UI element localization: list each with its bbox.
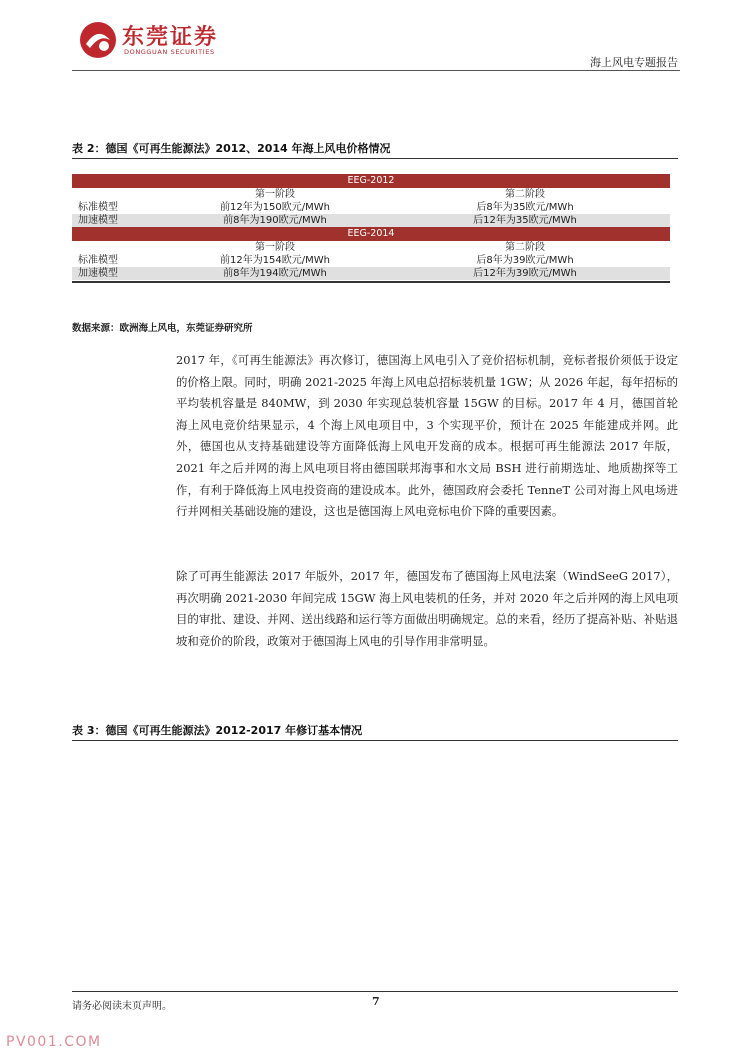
- table-row: [72, 267, 670, 280]
- table-cell: 加速模型: [78, 215, 118, 226]
- table-cell: 标准模型: [78, 255, 118, 266]
- table-header-cell: 第二阶段: [505, 242, 545, 253]
- table-header-cell: [72, 188, 170, 201]
- table-cell: 后12年为39欧元/MWh: [473, 268, 577, 279]
- brand-logo: [78, 18, 228, 62]
- table-cell: 后12年为35欧元/MWh: [473, 215, 577, 226]
- table-row: [72, 254, 670, 267]
- table-header-row: [72, 188, 670, 201]
- table2-caption-rule: [72, 158, 678, 159]
- disclaimer-note: 请务必阅读末页声明。: [72, 1001, 172, 1012]
- body-paragraph-2: [176, 566, 678, 652]
- table3-caption: 表 3：德国《可再生能源法》2012-2017 年修订基本情况: [72, 724, 363, 737]
- table-cell: 后8年为39欧元/MWh: [476, 255, 574, 266]
- report-title: 海上风电专题报告: [590, 56, 678, 69]
- watermark: PV001.COM: [6, 1034, 102, 1050]
- table-header-cell: 第一阶段: [255, 189, 295, 200]
- table-cell: 前8年为194欧元/MWh: [223, 268, 327, 279]
- table-section-band: EEG-2012: [72, 174, 670, 188]
- page-number: 7: [372, 995, 380, 1008]
- table-header-cell: [72, 241, 170, 254]
- logo-english-name: DONGGUAN SECURITIES: [124, 48, 215, 56]
- table-header-cell: 第二阶段: [505, 189, 545, 200]
- table-cell: 前12年为150欧元/MWh: [219, 202, 331, 213]
- body-paragraph-1: [176, 350, 678, 523]
- table-header-cell: 第一阶段: [255, 242, 295, 253]
- table-header-row: [72, 241, 670, 254]
- logo-mark-icon: [78, 20, 118, 60]
- table-cell: 前12年为154欧元/MWh: [219, 255, 331, 266]
- table-cell: 后8年为35欧元/MWh: [476, 202, 574, 213]
- table-bottom-rule: [72, 281, 670, 283]
- table-row: [72, 201, 670, 214]
- table-cell: 前8年为190欧元/MWh: [223, 215, 327, 226]
- paragraph-text: 除了可再生能源法 2017 年版外，2017 年，德国发布了德国海上风电法案（WindSeeG 2017），再次明确 2021-2030 年间完成 15GW 海上风电装机的任务，并对 2020 年之后并网的海上风电项目的审批、建设、并网、送出线路和运行等方面做出明确规定。总的来看，经历了提高补贴、补贴退坡和竞价的阶段，政策对于德国海上风电的引导作用非常明显。: [176, 569, 678, 648]
- table-cell: 标准模型: [78, 202, 118, 213]
- table2-source: 数据来源：欧洲海上风电，东莞证券研究所: [72, 323, 253, 334]
- table-section-band: EEG-2014: [72, 227, 670, 241]
- paragraph-text: 2017 年，《可再生能源法》再次修订，德国海上风电引入了竞价招标机制，竞标者报价须低于设定的价格上限。同时，明确 2021-2025 年海上风电总招标装机量 1GW；从 2026 年起，每年招标的平均装机容量是 840MW，到 2030 年实现总装机容量 15GW 的目标。2017 年 4 月，德国首轮海上风电竞价结果显示，4 个海上风电项目中，3 个实现平价，预计在 2025 年能建成并网。此外，德国也从支持基础建设等方面降低海上风电开发商的成本。根据可再生能源法 2017 年版，2021 年之后并网的海上风电项目将由德国联邦海事和水文局 BSH 进行前期选址、地质勘探等工作，有利于降低海上风电投资商的建设成本。此外，德国政府会委托 TenneT 公司对海上风电场进行并网相关基础设施的建设，这也是德国海上风电竞标电价下降的重要因素。: [176, 353, 678, 519]
- footer-divider: [72, 991, 678, 992]
- table2-caption: 表 2：德国《可再生能源法》2012、2014 年海上风电价格情况: [72, 142, 391, 155]
- table-cell: 加速模型: [78, 268, 118, 279]
- table3-caption-rule: [72, 740, 678, 741]
- price-table: [72, 174, 670, 283]
- header-divider: [72, 70, 680, 71]
- table-row: [72, 214, 670, 227]
- logo-chinese-name: 东莞证券: [122, 24, 219, 50]
